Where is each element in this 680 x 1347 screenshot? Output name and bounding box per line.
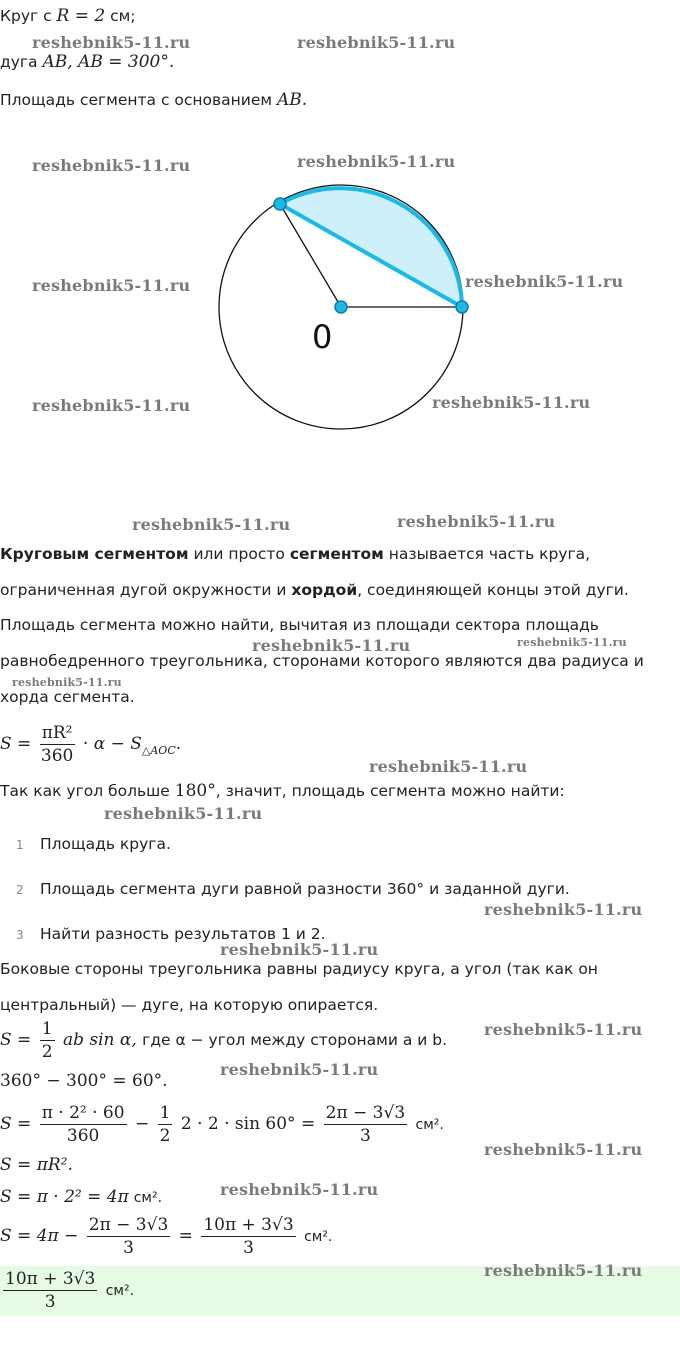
formula-lhs: S = (0, 734, 32, 754)
numerator: 1 (159, 1103, 171, 1123)
denominator: 2 (41, 1042, 53, 1062)
point-b (456, 301, 468, 313)
denominator: 3 (243, 1238, 254, 1258)
given-math: AB, AB = 300°. (42, 52, 175, 72)
formula-end: . (175, 734, 182, 754)
fraction (40, 722, 75, 767)
method-line-3: хорда сегмента. (0, 688, 135, 706)
angle-note-text: Так как угол больше (0, 782, 170, 800)
watermark: reshebnik5-11.ru (432, 393, 591, 412)
fraction (3, 1268, 97, 1313)
fraction (40, 1102, 127, 1147)
formula-rest: ab sin α, (62, 1030, 137, 1050)
definition-text: называется часть круга, (388, 545, 591, 563)
find-text: Площадь сегмента с основанием (0, 91, 273, 109)
watermark: reshebnik5-11.ru (484, 1261, 643, 1280)
definition-text: , соединяющей концы этой дуги. (357, 581, 629, 599)
center-label: 0 (312, 318, 333, 356)
formula-rest: 2 · 2 · sin 60° = (180, 1114, 316, 1134)
method-line-2: равнобедренного треугольника, сторонами которого являются два радиуса и (0, 652, 644, 670)
operator: = (178, 1226, 193, 1246)
step-text: Площадь сегмента дуги равной разности 360° и заданной дуги. (40, 880, 570, 898)
numerator: π · 2² · 60 (41, 1103, 125, 1123)
fraction (40, 1018, 55, 1063)
given-math: R = 2 (56, 6, 106, 26)
formula-subscript: △AOC (141, 744, 176, 757)
point-o (335, 301, 347, 313)
watermark: reshebnik5-11.ru (369, 757, 528, 776)
numerator: 10π + 3√3 (5, 1269, 96, 1289)
given-unit: см; (110, 7, 136, 25)
step-number: 2 (16, 883, 24, 897)
formula-lhs: S = 4π − (0, 1226, 79, 1246)
step-number: 3 (16, 928, 24, 942)
formula-triangle-area (0, 1018, 447, 1063)
watermark: reshebnik5-11.ru (484, 1020, 643, 1039)
calc-angle: 360° − 300° = 60°. (0, 1071, 168, 1091)
find-line (0, 90, 307, 110)
calc-segment-area (0, 1102, 444, 1147)
formula-rest: · α − S (82, 734, 142, 754)
segment-fill (280, 188, 462, 307)
given-line-1 (0, 6, 136, 26)
fraction (201, 1214, 295, 1259)
unit: см². (415, 1117, 444, 1133)
operator: − (134, 1114, 150, 1134)
fraction (158, 1102, 173, 1147)
watermark: reshebnik5-11.ru (297, 152, 456, 171)
watermark: reshebnik5-11.ru (484, 1140, 643, 1159)
watermark: reshebnik5-11.ru (32, 33, 191, 52)
formula-note: где α − угол между сторонами a и b. (142, 1031, 448, 1049)
angle-note-math: 180° (174, 781, 216, 801)
fraction (87, 1214, 171, 1259)
watermark: reshebnik5-11.ru (32, 396, 191, 415)
definition-line-1 (0, 545, 590, 563)
watermark: reshebnik5-11.ru (12, 676, 122, 689)
term-chord: хордой (291, 581, 358, 599)
formula-lhs: S = (0, 1114, 32, 1134)
watermark: reshebnik5-11.ru (104, 804, 263, 823)
calc-circle-area (0, 1187, 162, 1207)
answer (0, 1268, 134, 1313)
unit: см². (105, 1283, 135, 1299)
watermark: reshebnik5-11.ru (465, 272, 624, 291)
step-text: Площадь круга. (40, 835, 171, 853)
step-item (16, 880, 570, 898)
given-text: дуга (0, 53, 38, 71)
formula: S = π · 2² = 4π (0, 1187, 129, 1207)
term-segment-short: сегментом (289, 545, 384, 563)
watermark: reshebnik5-11.ru (252, 636, 411, 655)
unit: см². (133, 1190, 163, 1206)
numerator: 10π + 3√3 (203, 1215, 294, 1235)
calc-circle-formula: S = πR². (0, 1155, 73, 1175)
watermark: reshebnik5-11.ru (297, 33, 456, 52)
definition-text: ограниченная дугой окружности и (0, 581, 287, 599)
denominator: 360 (40, 746, 74, 766)
denominator: 3 (359, 1126, 371, 1146)
watermark: reshebnik5-11.ru (397, 512, 556, 531)
watermark: reshebnik5-11.ru (32, 276, 191, 295)
calc-result (0, 1214, 332, 1259)
watermark: reshebnik5-11.ru (517, 636, 627, 649)
watermark: reshebnik5-11.ru (220, 940, 379, 959)
unit: см². (304, 1229, 333, 1245)
step-number: 1 (16, 838, 24, 852)
numerator: 1 (41, 1019, 53, 1039)
denominator: 3 (123, 1238, 134, 1258)
triangle-note-line-2: центральный) — дуге, на которую опирается. (0, 996, 379, 1014)
find-math: AB. (277, 90, 308, 110)
angle-note-text: , значит, площадь сегмента можно найти: (215, 782, 565, 800)
point-a (274, 198, 286, 210)
term-segment: Круговым сегментом (0, 545, 189, 563)
definition-text: или просто (193, 545, 285, 563)
given-line-2 (0, 52, 174, 72)
given-text: Круг с (0, 7, 52, 25)
numerator: 2π − 3√3 (88, 1215, 169, 1235)
triangle-note-line-1: Боковые стороны треугольника равны радиусу круга, а угол (так как он (0, 960, 598, 978)
denominator: 3 (44, 1292, 56, 1312)
formula-lhs: S = (0, 1030, 32, 1050)
method-line-1: Площадь сегмента можно найти, вычитая из площади сектора площадь (0, 616, 599, 634)
watermark: reshebnik5-11.ru (32, 156, 191, 175)
watermark: reshebnik5-11.ru (220, 1060, 379, 1079)
definition-line-2 (0, 581, 629, 599)
step-item (16, 835, 171, 853)
fraction (324, 1102, 408, 1147)
denominator: 2 (159, 1126, 171, 1146)
watermark: reshebnik5-11.ru (132, 515, 291, 534)
formula-sector (0, 722, 181, 767)
angle-note (0, 781, 565, 801)
watermark: reshebnik5-11.ru (220, 1180, 379, 1199)
numerator: 2π − 3√3 (325, 1103, 406, 1123)
numerator: πR² (41, 723, 73, 743)
step-text: Найти разность результатов 1 и 2. (40, 925, 326, 943)
watermark: reshebnik5-11.ru (484, 900, 643, 919)
denominator: 360 (66, 1126, 100, 1146)
